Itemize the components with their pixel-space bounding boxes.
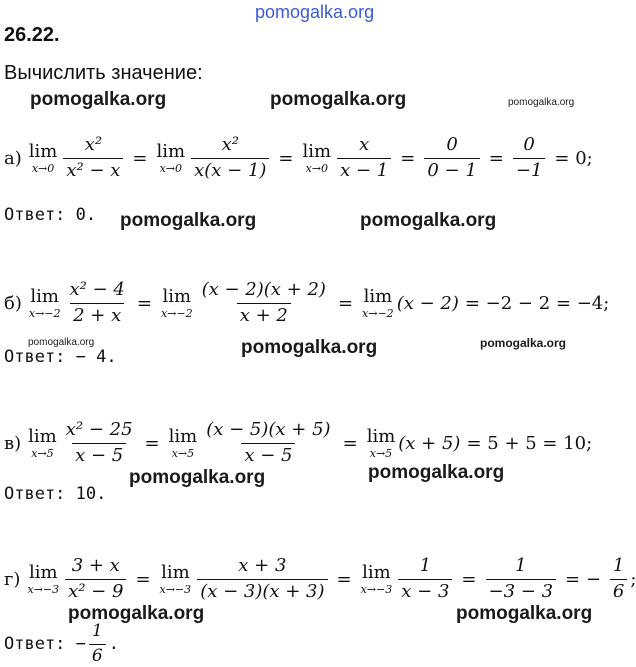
part-v-equation: в) lim x→5 $\frac{\text{x² − 25}}{x - 5}$ = lim x→5 $\frac{(x - 5)(x + 5)}{x - 5}$ = lim x→5 (x + 5) = 5 + 5 = 10; [4,419,593,466]
watermark: pomogalka.org [368,462,505,483]
result: ; [630,568,636,590]
part-b-equation: б) lim x→−2 $\frac{\text{x² − 4}}{2 + x}$ = lim x→−2 $\frac{(x - 2)(x + 2)}{x + 2}$ = lim x→−2 (x − 2) = −2 − 2 = −4; [4,279,610,326]
limit: lim x→0 [28,140,58,175]
fraction: $\frac{1}{x - 3}$ [398,556,452,602]
limit: lim x→−3 [159,561,192,596]
fraction: $\frac{1}{6}$ [610,556,627,602]
expression: (x + 5) [398,432,461,454]
result: = 0; [554,147,593,169]
fraction: $\frac{\text{x² − 25}}{x - 5}$ [65,419,133,466]
fraction: $\frac{1}{-3 - 3}$ [486,556,557,602]
fraction: $\frac{x}{x - 1}$ [337,135,391,181]
fraction: $\frac{x + 3}{(x - 3)(x + 3)}$ [197,556,327,602]
limit: lim x→5 [366,425,396,460]
limit: lim x→5 [168,425,198,460]
expression: (x − 2) [396,292,459,314]
result: = 5 + 5 = 10; [466,432,593,454]
watermark: pomogalka.org [30,89,167,110]
fraction: $\frac{0}{0 - 1}$ [424,135,479,181]
limit: lim x→−3 [27,561,60,596]
limit: lim x→0 [156,140,186,175]
watermark-top[interactable]: pomogalka.org [255,2,375,22]
fraction: $\frac{\text{x²}}{\text{x² − x}}$ [63,135,123,181]
watermark: pomogalka.org [480,336,567,350]
problem-number: 26.22. [4,24,60,46]
answer-v: Ответ: 10. [4,484,107,504]
fraction: $\frac{(x - 5)(x + 5)}{x - 5}$ [206,419,331,466]
watermark: pomogalka.org [508,97,575,108]
result: = −2 − 2 = −4; [464,292,610,314]
task-text: Вычислить значение: [4,62,203,84]
watermark: pomogalka.org [360,210,497,231]
fraction: $\frac{0}{-1}$ [513,135,546,181]
fraction: $\frac{3 + x}{\text{x² − 9}}$ [65,556,126,602]
fraction: $\frac{\text{x² − 4}}{2 + x}$ [69,279,125,326]
watermark: pomogalka.org [68,603,205,624]
fraction: $\frac{\text{x²}}{x(x - 1)}$ [191,135,269,181]
answer-b: Ответ: − 4. [4,347,117,367]
limit: lim x→5 [28,425,57,460]
answer-label: Ответ: − [4,634,86,655]
answer-a: Ответ: 0. [4,205,97,225]
part-a-label: а) [4,147,22,169]
part-g-equation: г) lim x→−3 $\frac{3 + x}{\text{x² − 9}}$ = lim x→−3 $\frac{x + 3}{(x - 3)(x + 3)}$ = lim x→−3 $\frac{1}{x - 3}$ = $\frac{1}{-3 - 3}$ = − $\frac{1}{6}$ ; [4,555,636,602]
watermark: pomogalka.org [120,210,257,231]
part-v-label: в) [4,432,22,454]
limit: lim x→−2 [160,285,193,320]
fraction: $\frac{(x - 2)(x + 2)}{x + 2}$ [201,279,326,326]
limit: lim x→−2 [362,285,394,320]
watermark: pomogalka.org [129,467,266,488]
watermark: pomogalka.org [270,89,407,110]
part-b-label: б) [4,292,22,314]
part-g-label: г) [4,568,21,590]
minus-sign: = − [565,568,601,590]
limit: lim x→−3 [360,561,393,596]
watermark: pomogalka.org [241,337,378,358]
watermark: pomogalka.org [28,337,95,348]
limit: lim x→−2 [28,285,61,320]
limit: lim x→0 [302,140,332,175]
part-a-equation: а) lim x→0 $\frac{\text{x²}}{\text{x² − x}}$ = lim x→0 $\frac{\text{x²}}{x(x - 1)}$ = lim x→0 $\frac{x}{x - 1}$ = $\frac{0}{0 - 1}$ = $\frac{0}{-1}$ = 0; [4,134,593,181]
answer-g: Ответ: − $\frac{1}{6}$ . [4,621,119,666]
fraction: $\frac{1}{6}$ [89,622,106,666]
watermark: pomogalka.org [456,603,593,624]
